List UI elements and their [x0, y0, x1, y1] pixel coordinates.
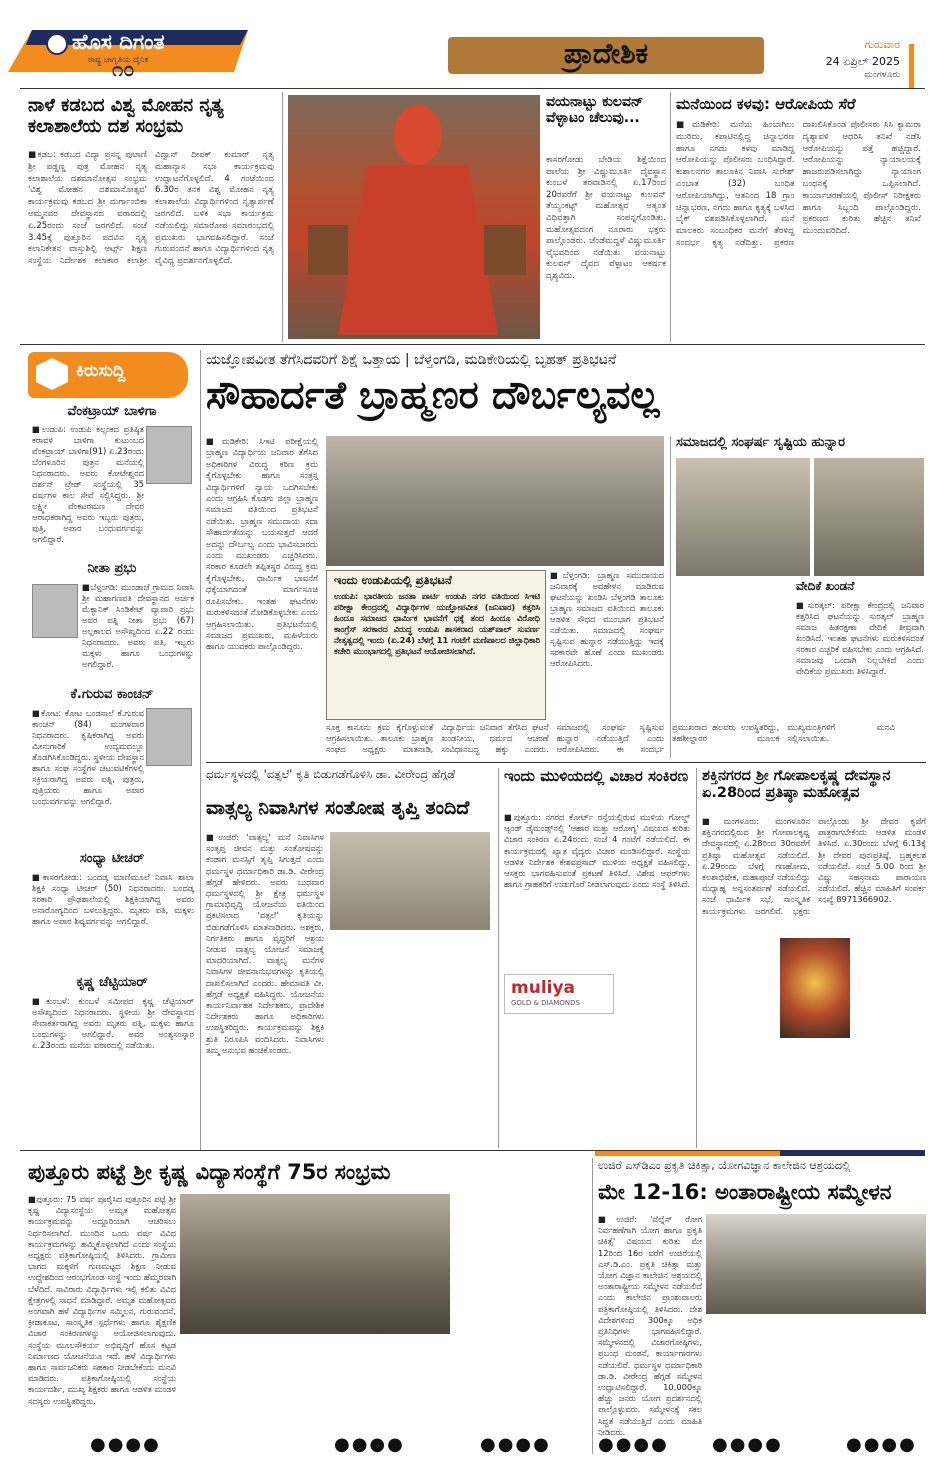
- rule: [696, 768, 697, 1148]
- theft-headline: ಮನೆಯಿಂದ ಕಳವು: ಆರೋಪಿಯ ಸೆರೆ: [676, 95, 856, 113]
- udupi-box-headline: ಇಂದು ಉಡುಪಿಯಲ್ಲಿ ಪ್ರತಿಭಟನೆ: [334, 573, 452, 587]
- yoga-text: ■ಉಜಿರೆ: 'ವೆಲ್ನೆಸ್ ರೋಗ ನಿರ್ವಹಣೆಗಾಗಿ ಯೋಗ ಹಾಗೂ ಪ್ರಕೃತಿ ಚಿಕಿತ್ಸೆ' ವಿಷಯದ ಕುರಿತು ಮೇ 12ರಿಂದ 16ರ ವರೆಗೆ ಉಜಿರೆಯಲ್ಲಿ ಎಸ್.ಡಿ.ಎಂ. ಪ್ರಕೃತಿ ಚಿಕಿತ್ಸಾ ಮತ್ತು ಯೋಗ ವಿಜ್ಞಾನ ಕಾಲೇಜಿನ ಆಶ್ರಯದಲ್ಲಿ ಅಂತಾರಾಷ್ಟ್ರೀಯ ಸಮ್ಮೇಳನ ನಡೆಯಲಿದೆ ಎಂದು ಕಾಲೇಜಿನ ಪ್ರಾಂಶುಪಾಲರು ಪತ್ರಿಕಾಗೋಷ್ಠಿಯಲ್ಲಿ ತಿಳಿಸಿದರು. ದೇಶ ವಿದೇಶಗಳಿಂದ 300ಕ್ಕೂ ಅಧಿಕ ಪ್ರತಿನಿಧಿಗಳು ಭಾಗವಹಿಸಲಿದ್ದಾರೆ. ಸಮ್ಮೇಳನದಲ್ಲಿ ವಿಚಾರಗೋಷ್ಠಿಗಳು, ಪ್ರಬಂಧ ಮಂಡನೆ, ಕಾರ್ಯಾಗಾರಗಳು ನಡೆಯಲಿವೆ. ಧರ್ಮಸ್ಥಳ ಧರ್ಮಾಧಿಕಾರಿ ಡಾ.ಡಿ. ವೀರೇಂದ್ರ ಹೆಗ್ಗಡೆ ಸಮ್ಮೇಳನ ಉದ್ಘಾಟಿಸಲಿದ್ದಾರೆ. 10,000ಕ್ಕೂ ಹೆಚ್ಚು ಜನರು ಯೋಗ ಪ್ರದರ್ಶನದಲ್ಲಿ ಪಾಲ್ಗೊಳ್ಳುವರು. ಸಮ್ಮೇಳನಕ್ಕೆ ಸಕಲ ಸಿದ್ಧತೆ ನಡೆಯುತ್ತಿದೆ ಎಂದು ಮಾಹಿತಿ ನೀಡಿದರು.: [598, 1214, 702, 1437]
- gopalakrishna-headline: ಶಕ್ತಿನಗರದ ಶ್ರೀ ಗೋಪಾಲಕೃಷ್ಣ ದೇವಸ್ಥಾನ ಏ.28ರಿಂದ ಪ್ರತಿಷ್ಠಾ ಮಹೋತ್ಸವ: [702, 768, 891, 801]
- udupi-box-text: ಉಡುಪಿ: ಭಾರತೀಯ ಜನತಾ ಪಾರ್ಟಿ ಉಡುಪಿ ನಗರ ವತಿಯಿಂದ ಸಿಇಟಿ ಪರೀಕ್ಷಾ ಕೇಂದ್ರದಲ್ಲಿ ವಿದ್ಯಾರ್ಥಿಗಳ ಯಜ್ಞೋಪವೀತ (ಜನಿವಾರ) ಕತ್ತರಿಸಿ ಹಿಂದೂ ಸಮಾಜದ ಧಾರ್ಮಿಕ ಭಾವನೆಗೆ ಧಕ್ಕೆ ತಂದ ಹಿಂದೂ ವಿರೋಧಿ ಕಾಂಗ್ರೆಸ್ ಸರಕಾರದ ವಿರುದ್ಧ ಉಡುಪಿ ಶಾಸಕರಾದ ಯಶ್‌ಪಾಲ್ ಸುವರ್ಣ ನೇತೃತ್ವದಲ್ಲಿ ಇಂದು (ಏ.24) ಬೆಳಗ್ಗೆ 11 ಗಂಟೆಗೆ ಮಣಿಪಾಲದ ಜಿಲ್ಲಾಧಿಕಾರಿ ಕಚೇರಿ ಮುಂಭಾಗದಲ್ಲಿ ಪ್ರತಿಭಟನೆ ಆಯೋಜಿಸಲಾಗಿದೆ.: [334, 591, 540, 656]
- vichara-headline: ಇಂದು ಮುಳಿಯದಲ್ಲಿ ವಿಚಾರ ಸಂಕಿರಣ: [504, 767, 689, 785]
- obit-name: ಸಂಧ್ಯಾ ಟೀಚರ್: [79, 851, 145, 866]
- continued-marker: ●●●●: [598, 1434, 669, 1455]
- lead-right-headline: ಸಮಾಜದಲ್ಲಿ ಸಂಘರ್ಷ ಸೃಷ್ಟಿಯ ಹುನ್ನಾರ: [676, 435, 845, 450]
- theyyam-figure-icon: [288, 95, 540, 339]
- vichara-text-cont: [504, 1018, 690, 1144]
- accent-bar: [595, 1151, 780, 1156]
- madikeri-photo: [814, 458, 924, 576]
- avatar: [146, 426, 192, 484]
- avatar: [146, 708, 192, 766]
- rule: [20, 344, 925, 345]
- theyyam-text: ಕಾಸರಗೋಡು ಬೇಡಿಯ ಶಿಕ್ಷೆಯಿಂದ ಪಾಲೆಯ ಶ್ರೀ ವಿಷ್ಣುಮೂರ್ತಿ ದೈವಸ್ಥಾನ ಕುಂಬಳೆ ತರವಾಡಿನಲ್ಲಿ ಏ.17ರಿಂದ 20ರವರೆಗೆ ಶ್ರೀ ವಯನಾಟ್ಟು ಕುಲವನ್ ತೆಯ್ಯಂಕಟ್ಟ್ ಮಹೋತ್ಸವ ಅತ್ಯಂತ ವಿಧಿವತ್ತಾಗಿ ಸಂಪನ್ನಗೊಂಡಿತು. ಮಹೋತ್ಸವದಂಗ ನೂರಾರು ಭಕ್ತರು ಪಾಲ್ಗೊಂಡರು. ಚೆಂಡೆಮದ್ದಳೆ ವಿಷ್ಣುಮೂರ್ತಿ ವೈಭವದಿಂದ ನಡೆಯಿತು ವಯನಾಟ್ಟು ಕುಲವನ್ ದೈವದ ವೆಳ್ಳಾಟಂ ಆಕರ್ಷಕ ದೃಶ್ಯವಿದು.: [546, 155, 666, 281]
- muliya-logo-name: muliya: [511, 978, 576, 998]
- masthead: [0, 0, 945, 86]
- lead-headline: ಸೌಹಾರ್ದತೆ ಬ್ರಾಹ್ಮಣರ ದೌರ್ಬಲ್ಯವಲ್ಲ: [206, 373, 660, 417]
- date-day: ಗುರುವಾರ: [864, 38, 900, 51]
- vatsalya-text: ■ಉಜಿರೆ: 'ವಾತ್ಸಲ್ಯ' ಮನೆ ನಿವಾಸಿಗಳ ಸಂತೃಪ್ತ ಜೀವನ ಮತ್ತು ಸಂತೋಷವನ್ನು ಕಂಡಾಗ ಮನಸ್ಸಿಗೆ ತೃಪ್ತಿ ಸಿಗುತ್ತದೆ ಎಂದು ಧರ್ಮಸ್ಥಳ ಧರ್ಮಾಧಿಕಾರಿ ಡಾ.ಡಿ. ವೀರೇಂದ್ರ ಹೆಗ್ಗಡೆ ಹೇಳಿದರು. ಅವರು ಬುಧವಾರ ಧರ್ಮಸ್ಥಳದಲ್ಲಿ ಶ್ರೀ ಕ್ಷೇತ್ರ ಧರ್ಮಸ್ಥಳ ಗ್ರಾಮಾಭಿವೃದ್ಧಿ ಯೋಜನೆಯ ವತಿಯಿಂದ ಪ್ರಕಟಿಸಲಾದ 'ವತ್ಸಲೆ' ಕೃತಿಯನ್ನು ಬಿಡುಗಡೆಗೊಳಿಸಿ ಮಾತನಾಡಿದರು. ಅಶಕ್ತರು, ನಿರ್ಗತಿಕರು ಹಾಗೂ ವೃದ್ಧರಿಗೆ ಆಶ್ರಯ ನೀಡುವ ವಾತ್ಸಲ್ಯ ಯೋಜನೆ ಸಮಾಜಕ್ಕೆ ಮಾದರಿಯಾಗಿದೆ. ವಾತ್ಸಲ್ಯ ಮನೆಗಳ ನಿವಾಸಿಗಳ ಜೀವನಾನುಭವಗಳನ್ನು ಕೃತಿಯಲ್ಲಿ ದಾಖಲಿಸಲಾಗಿದೆ ಎಂದರು. ಹೇಮಾವತಿ ವೀ. ಹೆಗ್ಗಡೆ ಅಧ್ಯಕ್ಷತೆ ವಹಿಸಿದ್ದರು. ಯೋಜನೆಯ ಕಾರ್ಯನಿರ್ವಾಹಕ ನಿರ್ದೇಶಕರು, ಪ್ರಾದೇಶಿಕ ನಿರ್ದೇಶಕರು ಹಾಗೂ ಅಧಿಕಾರಿಗಳು ಉಪಸ್ಥಿತರಿದ್ದರು. ಕಾರ್ಯಕ್ರಮವನ್ನು ಶಿಕ್ಷಕಿ ಶ್ರುತಿ ನಿರೂಪಿಸಿ ವಂದಿಸಿದರು. ನಿವಾಸಿಗಳು ತಮ್ಮ ಅನುಭವ ಹಂಚಿಕೊಂಡರು.: [206, 832, 324, 1055]
- story1-text: ■ಕಡಬ: ಕಡಬದ ವಿದ್ಯಾ ಪ್ರಸನ್ನ ಪುಟಾಣಿ ಶ್ರೀ ಪಡ್ಡಣ್ಣ ಪುತ್ರ ಮೋಹನ ನೃತ್ಯ ಕಲಾಶಾಲೆಯ ದಶಮಾನೋತ್ಸವ ಸಂಭ್ರಮ 'ವಿಶ್ವ ಮೋಹನ ದಶಮಾನೋತ್ಸವ' ಕಾರ್ಯಕ್ರಮವು ಕಡಬದ ಶ್ರೀ ದುರ್ಗಾಂಬಿಕಾ ಅಮ್ಮನವರ ದೇವಸ್ಥಾನದ ವಠಾರದಲ್ಲಿ ಏ.25ರಂದು ಸಂಜೆ ಜರಗಲಿದೆ. ಸಂಜೆ 3.45ಕ್ಕೆ ಪುತ್ತೂರಿನ ಪದವಿನ ನೃತ್ಯ ಕಲಾನಿಕೇತನ ವಾಸ್ತುಶಿಲ್ಪಿ ಆರ್ಟ್ಸ್ ಶಿಕ್ಷಣ ಸಂಸ್ಥೆಯ ನಿರ್ದೇಶಕ ಕಲಾಕಾರ ಕಲಾಶ್ರೀ ವಿದ್ವಾನ್ ದೀಪಕ್ ಕುಮಾರ್ ನೃತ್ಯ ಮಹಾನ್ಯಾಸ ಸಭಾ ಕಾರ್ಯಕ್ರಮವು ಉದ್ಘಾಟನೆಗೊಳ್ಳಲಿದೆ. 4 ಗಂಟೆಯಿಂದ 6.30ರ ತನಕ ವಿಶ್ವ ಮೋಹನ ನೃತ್ಯ ಕಲಾಶಾಲೆಯ ವಿದ್ಯಾರ್ಥಿಗಳಿಂದ ನೃತ್ಯಾರ್ಪಣೆ ಜರಗಲಿದೆ. ಬಳಿಕ ಸಭಾ ಕಾರ್ಯಕ್ರಮ ನಡೆಯಲಿದ್ದು ಸಮಾರೋಪ ಸಮಾರಂಭದಲ್ಲಿ ಪ್ರಮುಖರು ಭಾಗವಹಿಸಲಿದ್ದಾರೆ. ಸಂಜೆ ಗುರುವಂದನೆ ಹಾಗೂ ವಿದ್ಯಾರ್ಥಿಗಳಿಂದ ನೃತ್ಯ ವೈವಿಧ್ಯ ಪ್ರದರ್ಶನಗೊಳ್ಳಲಿದೆ.: [28, 150, 274, 267]
- vichara-text: ■ಪುತ್ತೂರು: ನಗರದ ಕೋರ್ಟ್ ರಸ್ತೆಯಲ್ಲಿರುವ ಮುಳಿಯ ಗೋಲ್ಡ್ ಆ್ಯಂಡ್ ಡೈಮಂಡ್ಸ್‌ನಲ್ಲಿ 'ಆಹಾರ ಮತ್ತು ಆರೋಗ್ಯ' ವಿಷಯದ ಕುರಿತು ವಿಚಾರ ಸಂಕಿರಣ ಏ.24ರಂದು ಸಂಜೆ 4 ಗಂಟೆಗೆ ನಡೆಯಲಿದೆ. ಈ ಕಾರ್ಯಕ್ರಮದಲ್ಲಿ ಖ್ಯಾತ ವೈದ್ಯರು ವಿಚಾರ ಮಂಡಿಸಲಿದ್ದಾರೆ. ಸಂಸ್ಥೆಯ ಆಡಳಿತ ನಿರ್ದೇಶಕ ಕೇಶವಪ್ರಸಾದ್ ಮುಳಿಯ ಅಧ್ಯಕ್ಷತೆ ವಹಿಸಲಿದ್ದು, ಆಸಕ್ತರು ಭಾಗವಹಿಸುವಂತೆ ಪ್ರಕಟಣೆ ತಿಳಿಸಿದೆ. ವಿಶೇಷ ಆಫರ್‌ಗಳು ಹಾಗೂ ಗ್ರಾಹಕರಿಗೆ ಉಡುಗೊರೆ ನೀಡಲಾಗುವುದು ಎಂದು ಸಂಸ್ಥೆ ತಿಳಿಸಿದೆ.: [504, 812, 690, 890]
- puttur-text: ■ಪುತ್ತೂರು: 75 ವರ್ಷ ಪೂರೈಸಿದ ಪುತ್ತೂರಿನ ಪಟ್ಟೆ ಶ್ರೀ ಕೃಷ್ಣ ವಿದ್ಯಾಸಂಸ್ಥೆಯ ಅಮೃತ ಮಹೋತ್ಸವ ಕಾರ್ಯಕ್ರಮವನ್ನು ಅದ್ದೂರಿಯಾಗಿ ಆಚರಿಸಲು ನಿರ್ಧರಿಸಲಾಗಿದೆ. ಮುಂದಿನ ಒಂದು ವರ್ಷ ವಿವಿಧ ಕಾರ್ಯಕ್ರಮಗಳನ್ನು ಹಮ್ಮಿಕೊಳ್ಳಲಾಗಿದೆ ಎಂದು ಸಂಸ್ಥೆಯ ಅಧ್ಯಕ್ಷರು ಪತ್ರಿಕಾಗೋಷ್ಠಿಯಲ್ಲಿ ತಿಳಿಸಿದರು. ಗ್ರಾಮೀಣ ಭಾಗದ ಮಕ್ಕಳಿಗೆ ಗುಣಮಟ್ಟದ ಶಿಕ್ಷಣ ನೀಡುವ ಉದ್ದೇಶದಿಂದ ಆರಂಭಗೊಂಡ ಸಂಸ್ಥೆ ಇಂದು ಹೆಮ್ಮರವಾಗಿ ಬೆಳೆದಿದೆ. ಸಾವಿರಾರು ವಿದ್ಯಾರ್ಥಿಗಳು ಇಲ್ಲಿ ಕಲಿತು ವಿವಿಧ ಕ್ಷೇತ್ರಗಳಲ್ಲಿ ಸಾಧನೆ ಮಾಡಿದ್ದಾರೆ. ಅಮೃತ ಮಹೋತ್ಸವದ ಅಂಗವಾಗಿ ಹಳೆ ವಿದ್ಯಾರ್ಥಿಗಳ ಸಮ್ಮಿಲನ, ಗುರುವಂದನೆ, ಕ್ರೀಡಾಕೂಟ, ಸಾಂಸ್ಕೃತಿಕ ಸ್ಪರ್ಧೆಗಳು ಹಾಗೂ ಶೈಕ್ಷಣಿಕ ವಿಚಾರ ಸಂಕಿರಣಗಳನ್ನು ಆಯೋಜಿಸಲಾಗುವುದು. ಸಂಸ್ಥೆಯ ಮೂಲಸೌಕರ್ಯ ಅಭಿವೃದ್ಧಿಗೆ ಹೊಸ ಕಟ್ಟಡ ನಿರ್ಮಾಣದ ಯೋಜನೆಯೂ ಇದೆ. ಹಳೆ ವಿದ್ಯಾರ್ಥಿಗಳು ಹಾಗೂ ಸಾರ್ವಜನಿಕರು ಸಹಕಾರ ನೀಡಬೇಕೆಂದು ಮನವಿ ಮಾಡಿದರು. ಪತ್ರಿಕಾಗೋಷ್ಠಿಯಲ್ಲಿ ಸಂಸ್ಥೆಯ ಕಾರ್ಯದರ್ಶಿ, ಮುಖ್ಯ ಶಿಕ್ಷಕರು ಹಾಗೂ ಆಡಳಿತ ಮಂಡಳಿ ಸದಸ್ಯರು ಉಪಸ್ಥಿತರಿದ್ದರು.: [28, 1194, 176, 1406]
- puttur-text-more: [454, 1194, 586, 1434]
- theyyam-headline: ವಯನಾಟ್ಟು ಕುಲವನ್ ವೆಳ್ಳಾಟಂ ಚೆಲುವು...: [546, 94, 644, 127]
- puttur-text-cont: [180, 1338, 450, 1434]
- puttur-photo: [180, 1194, 450, 1334]
- lead-middle-text: ಸೂಕ್ತ ಕಾನೂನು ಕ್ರಮ ಕೈಗೊಳ್ಳುವಂತೆ ಆಗ್ರಹಿಸಲಾಯಿತು. ತಾಲೂಕು ಬ್ರಾಹ್ಮಣ ಸಂಘದ ಅಧ್ಯಕ್ಷರು ಮಾತನಾಡಿ, ವಿದ್ಯಾರ್ಥಿಯ ಜನಿವಾರ ತೆಗೆಸಿದ ಘಟನೆ ಖಂಡನೀಯ, ಧರ್ಮದ ಆಚರಣೆ ಸಂವಿಧಾನಬದ್ಧ ಹಕ್ಕು ಎಂದರು. ಸಮಾಜದಲ್ಲಿ ಸಂಘರ್ಷ ಸೃಷ್ಟಿಸುವ ಹುನ್ನಾರ ನಡೆಯುತ್ತಿದೆ ಎಂದು ಆರೋಪಿಸಿದರು. ಈ ಸಂದರ್ಭ ಪ್ರಮುಖರಾದ ಹಲವರು ಉಪಸ್ಥಿತರಿದ್ದು, ತಹಶೀಲ್ದಾರರ ಮೂಲಕ ಮುಖ್ಯಮಂತ್ರಿಗಳಿಗೆ ಮನವಿ ಸಲ್ಲಿಸಲಾಯಿತು.: [326, 722, 895, 754]
- yoga-photo: [706, 1214, 926, 1314]
- gopalakrishna-text: ■ಮಂಗಳೂರು: ಮಂಗಳೂರಿನ ಶಕ್ತಿನಗರದಲ್ಲಿರುವ ಶ್ರೀ ಗೋಪಾಲಕೃಷ್ಣ ದೇವಸ್ಥಾನದಲ್ಲಿ ಏ.28ರಿಂದ 30ರವರೆಗೆ ಪ್ರತಿಷ್ಠಾ ಮಹೋತ್ಸವ ನಡೆಯಲಿದೆ. ಏ.29ರಂದು ಬೆಳಗ್ಗೆ ಗಣಹೋಮ, ಕಲಶಾಭಿಷೇಕ, ಮಹಾಪೂಜೆ ನಡೆಯಲಿದ್ದು ಮಧ್ಯಾಹ್ನ ಅನ್ನಸಂತರ್ಪಣೆ ನಡೆಯಲಿದೆ. ಸಂಜೆ ಧಾರ್ಮಿಕ ಸಭೆ, ಸಾಂಸ್ಕೃತಿಕ ಕಾರ್ಯಕ್ರಮಗಳು ಜರಗಲಿವೆ. ಭಕ್ತರು ಪಾಲ್ಗೊಂಡು ಶ್ರೀ ದೇವರ ಕೃಪೆಗೆ ಪಾತ್ರರಾಗಬೇಕೆಂದು ಆಡಳಿತ ಮಂಡಳಿ ತಿಳಿಸಿದೆ. ಏ.30ರಂದು ಬೆಳಗ್ಗೆ 6.13ಕ್ಕೆ ಶ್ರೀ ದೇವರ ಪುನಃಪ್ರತಿಷ್ಠೆ, ಬ್ರಹ್ಮಕಲಶ ನಡೆಯಲಿದೆ. ಸಂಜೆ 5.00 ರಿಂದ ಶ್ರೀ ವಿಷ್ಣು ಸಹಸ್ರನಾಮ ಪಾರಾಯಣ ನಡೆಯಲಿದೆ. ಹೆಚ್ಚಿನ ಮಾಹಿತಿಗೆ ಸಂಪರ್ಕ ಸಂಖ್ಯೆ 8971366902.: [702, 816, 926, 916]
- vatsalya-headline: ವಾತ್ಸಲ್ಯ ನಿವಾಸಿಗಳ ಸಂತೋಷ ತೃಪ್ತಿ ತಂದಿದೆ: [206, 797, 470, 819]
- puttur-headline: ಪುತ್ತೂರು ಪಟ್ಟೆ ಶ್ರೀ ಕೃಷ್ಣ ವಿದ್ಯಾಸಂಸ್ಥೆಗೆ 75ರ ಸಂಭ್ರಮ: [28, 1160, 391, 1184]
- logo-wordmark: ಹೊಸ ದಿಗಂತ: [72, 30, 165, 54]
- avatar: [32, 584, 78, 638]
- vatsalya-photo: [330, 832, 490, 930]
- section-title: ಪ್ರಾದೇಶಿಕ: [563, 37, 649, 70]
- continued-marker: ●●●●: [480, 1434, 551, 1455]
- rule: [592, 1158, 593, 1454]
- theft-text: ■ಮಡಿಕೇರಿ: ಮನೆಯ ಹಿಂಬಾಗಿಲು ಮುರಿದು, ಕಪಾಟಿನಲ್ಲಿದ್ದ ಚಿನ್ನಾಭರಣ ಹಾಗೂ ನಗದು ಕಳವು ಮಾಡಿದ್ದ ಆರೋಪಿಯನ್ನು ಪೊಲೀಸರು ಬಂಧಿಸಿದ್ದಾರೆ. ಕುಶಾಲನಗರ ತಾಲೂಕಿನ ನಿವಾಸಿ ಸುರೇಶ್ ಎಂಬಾತ (32) ಬಂಧಿತ ಆರೋಪಿಯಾಗಿದ್ದು, ಆತನಿಂದ 18 ಗ್ರಾಂ ಚಿನ್ನಾಭರಣ, ನಗದು ಹಾಗೂ ಕೃತ್ಯಕ್ಕೆ ಬಳಸಿದ ಬೈಕ್ ವಶಪಡಿಸಿಕೊಳ್ಳಲಾಗಿದೆ. ಮನೆ ಮಾಲಕರು ಸಂಬಂಧಿಕರ ಮನೆಗೆ ತೆರಳಿದ್ದ ಸಂದರ್ಭ ಕೃತ್ಯ ನಡೆದಿತ್ತು. ಪ್ರಕರಣ ದಾಖಲಿಸಿಕೊಂಡ ಪೊಲೀಸರು ಸಿಸಿ ಕ್ಯಾಮರಾ ದೃಶ್ಯಾವಳಿ ಆಧರಿಸಿ ತನಿಖೆ ನಡೆಸಿ ಆರೋಪಿಯನ್ನು ಪತ್ತೆ ಹಚ್ಚಿದ್ದಾರೆ. ಆರೋಪಿಯನ್ನು ನ್ಯಾಯಾಲಯಕ್ಕೆ ಹಾಜರುಪಡಿಸಲಾಗಿದ್ದು ನ್ಯಾಯಾಂಗ ಬಂಧನಕ್ಕೆ ಒಪ್ಪಿಸಲಾಗಿದೆ. ಕಾರ್ಯಾಚರಣೆಯಲ್ಲಿ ಪೊಲೀಸ್ ನಿರೀಕ್ಷಕರು ಹಾಗೂ ಸಿಬ್ಬಂದಿ ಪಾಲ್ಗೊಂಡಿದ್ದರು. ಪ್ರಕರಣದ ಕುರಿತು ಹೆಚ್ಚಿನ ತನಿಖೆ ಮುಂದುವರಿದಿದೆ.: [676, 120, 921, 248]
- continued-marker: ●●●●: [846, 1434, 917, 1455]
- accent-bar: [780, 1151, 925, 1156]
- rule: [670, 436, 671, 758]
- obit-text-cont: [32, 498, 192, 548]
- yoga-headline: ಮೇ 12-16: ಅಂತಾರಾಷ್ಟ್ರೀಯ ಸಮ್ಮೇಳನ: [598, 1180, 892, 1204]
- vedike-text: ■ಸುರತ್ಕಲ್: ಪರೀಕ್ಷಾ ಕೇಂದ್ರದಲ್ಲಿ ಜನಿವಾರ ಕತ್ತರಿಸಿದ ಘಟನೆಯನ್ನು ಸುರತ್ಕಲ್ ಬ್ರಾಹ್ಮಣ ಸಮಾಜ ಹಿತರಕ್ಷಣಾ ವೇದಿಕೆ ತೀವ್ರವಾಗಿ ಖಂಡಿಸಿದೆ. ಇಂತಹ ಘಟನೆಗಳು ಮರುಕಳಿಸದಂತೆ ಸರಕಾರ ಎಚ್ಚರಿಕೆ ವಹಿಸಬೇಕು ಎಂದು ಆಗ್ರಹಿಸಿದೆ. ಸಮಾಜವು ಒಂದಾಗಿ ನಿಲ್ಲಬೇಕಿದೆ ಎಂದು ವೇದಿಕೆಯ ಪ್ರಮುಖರು ತಿಳಿಸಿದ್ದಾರೆ.: [796, 600, 924, 676]
- obit-name: ನೀತಾ ಪ್ರಭು: [87, 561, 137, 576]
- page-number: ೧೦: [112, 57, 135, 81]
- muliya-logo-tag: GOLD & DIAMONDS: [511, 999, 580, 1007]
- vatsalya-text-cont: [330, 934, 490, 1144]
- continued-marker: ●●●●: [712, 1434, 783, 1455]
- kiru-title: ಕಿರುಸುದ್ದಿ: [76, 361, 126, 381]
- rule: [670, 92, 671, 342]
- continued-marker: ●●●●: [334, 1434, 405, 1455]
- deity-photo: [780, 938, 850, 1038]
- logo-emblem-icon: [46, 33, 68, 55]
- vatsalya-kicker: ಧರ್ಮಸ್ಥಳದಲ್ಲಿ 'ವತ್ಸಲೆ' ಕೃತಿ ಬಿಡುಗಡೆಗೊಳಿಸಿ ಡಾ. ವೀರೇಂದ್ರ ಹೆಗ್ಗಡೆ: [206, 767, 455, 781]
- lead-right-text-more: [676, 712, 788, 758]
- story1-headline: ನಾಳೆ ಕಡಬದ ವಿಶ್ವ ಮೋಹನ ನೃತ್ಯ ಕಲಾಶಾಲೆಯ ದಶ ಸಂಭ್ರಮ: [28, 95, 224, 137]
- obit-name: ವೆಂಕಟ್ರಾಯ್ ಬಾಳಿಗಾ: [67, 404, 157, 419]
- lead-kicker: ಯಜ್ಞೋಪವೀತ ತೆಗೆಸಿದವರಿಗೆ ಶಿಕ್ಷೆ ಒತ್ತಾಯ | ಬೆಳ್ತಂಗಡಿ, ಮಡಿಕೇರಿಯಲ್ಲಿ ಬೃಹತ್ ಪ್ರತಿಭಟನೆ: [206, 352, 617, 368]
- obit-text: ■ಉಡುಪಿ: ಉಡುಪಿ ಕಲ್ಸಂಕದ ಪ್ರತಿಷ್ಠಿತ ಕರಾವಳಿ ಬಾಳಿಗಾ ಕುಟುಂಬದ ವೆಂಕಟ್ರಾಯ್ ಬಾಳಿಗಾ(91) ಏ.23ರಂದು ಬೆಂಗಳೂರಿನ ಪುತ್ರನ ಮನೆಯಲ್ಲಿ ನಿಧನರಾದರು. ಅವರು ಕೋಟೇಶ್ವರದ ದರ್ಶನ್ ಟ್ರೇಡ್ ಸಂಸ್ಥೆಯಲ್ಲಿ 35 ವರ್ಷಗಳ ಕಾಲ ಸೇವೆ ಸಲ್ಲಿಸಿದ್ದರು. ಶ್ರೀ ಲಕ್ಷ್ಮೀ ವೆಂಕಟರಮಣ ದೇವರ ಆರಾಧಕರಾಗಿದ್ದ ಅವರು ಇಬ್ಬರು ಪುತ್ರರು, ಪುತ್ರಿ, ಅಪಾರ ಬಂಧುವರ್ಗವನ್ನು ಅಗಲಿದ್ದಾರೆ.: [32, 424, 144, 544]
- protest-photo: [326, 436, 664, 566]
- date-city: ಮಂಗಳೂರು: [864, 70, 900, 80]
- lead-right-text: [676, 580, 788, 710]
- rule: [206, 762, 926, 763]
- belthangady-photo: [676, 458, 810, 576]
- logo-tagline: ರಾಷ್ಟ್ರ ಜಾಗೃತಿಯ ದೈನಿಕ: [88, 55, 149, 64]
- rule: [498, 768, 499, 1148]
- rule: [282, 92, 283, 342]
- theyyam-photo: [288, 95, 540, 339]
- obit-text: ■ಕಾಸರಗೋಡು: ಬಂದಡ್ಕ ಮಾಣಿಮೂಲೆ ನಿವಾಸಿ ಶಾಲಾ ಶಿಕ್ಷಕಿ ಸಂಧ್ಯಾ ಟೀಚರ್ (50) ನಿಧನರಾದರು. ಬಂದಡ್ಕ ಸರಕಾರಿ ಪ್ರೌಢಶಾಲೆಯಲ್ಲಿ ಶಿಕ್ಷಕಿಯಾಗಿದ್ದ ಅವರು ಅನಾರೋಗ್ಯದಿಂದ ಬಳಲುತ್ತಿದ್ದರು. ಮೃತರು ಪತಿ, ಮಕ್ಕಳು ಹಾಗೂ ಅಪಾರ ಶಿಷ್ಯವರ್ಗವನ್ನು ಅಗಲಿದ್ದಾರೆ.: [32, 872, 194, 926]
- lead-left-text: ■ಮಡಿಕೇರಿ: ಸಿಇಟಿ ಪರೀಕ್ಷೆಯಲ್ಲಿ ಬ್ರಾಹ್ಮಣ ವಿದ್ಯಾರ್ಥಿಯ ಜನಿವಾರ ತೆಗೆಸಿದ ಅಧಿಕಾರಿಗಳ ವಿರುದ್ಧ ಕಠಿಣ ಕ್ರಮ ಕೈಗೊಳ್ಳಬೇಕು ಹಾಗೂ ಸಂತ್ರಸ್ತ ವಿದ್ಯಾರ್ಥಿಗಳಿಗೆ ನ್ಯಾಯ ಒದಗಿಸಬೇಕು ಎಂದು ಆಗ್ರಹಿಸಿ ಕೊಡಗು ಜಿಲ್ಲಾ ಬ್ರಾಹ್ಮಣ ಸಮಾಜದ ವತಿಯಿಂದ ಪ್ರತಿಭಟನೆ ನಡೆಯಿತು. ಬ್ರಾಹ್ಮಣ ಸಮುದಾಯ ಸದಾ ಸೌಹಾರ್ದತೆಯನ್ನು ಬಯಸುತ್ತದೆ ಆದರೆ ಅದನ್ನು ದೌರ್ಬಲ್ಯ ಎಂದು ಭಾವಿಸಬಾರದು ಎಂದು ಮುಖಂಡರು ಎಚ್ಚರಿಸಿದರು. ಸರಕಾರ ಕೂಡಲೇ ತಪ್ಪಿತಸ್ಥರ ವಿರುದ್ಧ ಕ್ರಮ ಕೈಗೊಳ್ಳಬೇಕು, ಧಾರ್ಮಿಕ ಭಾವನೆಗೆ ಧಕ್ಕೆಯಾಗದಂತೆ ಮಾರ್ಗಸೂಚಿ ರೂಪಿಸಬೇಕು. ಇಂತಹ ಘಟನೆಗಳು ಮರುಕಳಿಸದಂತೆ ನೋಡಿಕೊಳ್ಳಬೇಕು ಎಂದು ಆಗ್ರಹಿಸಲಾಯಿತು. ಪ್ರತಿಭಟನೆಯಲ್ಲಿ ಸಮಾಜದ ಪ್ರಮುಖರು, ಮಹಿಳೆಯರು ಹಾಗೂ ಯುವಕರು ಪಾಲ್ಗೊಂಡಿದ್ದರು.: [206, 436, 318, 652]
- yoga-kicker: ಉಜಿರೆ ಎಸ್‌ಡಿಎಂ ಪ್ರಕೃತಿ ಚಿಕಿತ್ಸಾ, ಯೋಗವಿಜ್ಞಾನ ಕಾಲೇಜಿನ ಆಶ್ರಯದಲ್ಲಿ: [598, 1159, 851, 1172]
- date-full: 24 ಏಪ್ರಿಲ್ 2025: [825, 55, 900, 68]
- vedike-headline: ವೇದಿಕೆ ಖಂಡನೆ: [796, 579, 855, 593]
- obit-text: ■ಕೋಟ: ಕೋಟ ಬಂಡಸಾಲೆ ಕೆ.ಗುರುವ ಕಾಂಚನ್ (84) ಮಂಗಳವಾರ ನಿಧನರಾದರು. ಕೃಷಿಕರಾಗಿದ್ದ ಅವರು ಮೀನುಗಾರಿಕೆ ಉದ್ಯಮದಲ್ಲೂ ತೊಡಗಿಸಿಕೊಂಡಿದ್ದರು. ಸ್ಥಳೀಯ ದೇವಸ್ಥಾನ ಹಾಗೂ ಸಂಘ ಸಂಸ್ಥೆಗಳ ಚಟುವಟಿಕೆಗಳಲ್ಲಿ ಸಕ್ರಿಯರಾಗಿದ್ದ ಅವರು ಪತ್ನಿ, ಪುತ್ರರು, ಪುತ್ರಿಯರು ಹಾಗೂ ಅಪಾರ ಬಂಧುವರ್ಗವನ್ನು ಅಗಲಿದ್ದಾರೆ.: [32, 708, 144, 806]
- obit-name: ಕೃಷ್ಣ ಚೆಟ್ಟಿಯಾರ್: [76, 975, 148, 990]
- muliya-logo: [504, 974, 614, 1014]
- continued-marker: ●●●●: [90, 1434, 161, 1455]
- obit-name: ಕೆ.ಗುರುವ ಕಾಂಚನ್: [70, 687, 154, 702]
- rule: [20, 88, 925, 89]
- obit-text: ■ಬೆಳ್ತಂಗಡಿ: ಮುಂಡಾಜೆ ಗ್ರಾಮದ ನಿವಾಸಿ ಶ್ರೀ ಮಹಾಗಣಪತಿ ದೇವಸ್ಥಾನದ ಅರ್ಚಕ ಮೆಕ್ಯಾನಿಕ್ ಸಿಂಡಿಕೇಟ್ ವ್ಯಾಪಾರಿ ಪ್ರಭು ಅವರ ಪತ್ನಿ ನೀತಾ ಪ್ರಭು (67) ಅಲ್ಪಕಾಲದ ಅಸೌಖ್ಯದಿಂದ ಏ.22 ರಂದು ನಿಧನರಾದರು. ಅವರು ಪತಿ, ಇಬ್ಬರು ಮಕ್ಕಳು ಹಾಗೂ ಬಂಧುಗಳನ್ನು ಅಗಲಿದ್ದಾರೆ.: [82, 582, 194, 669]
- edge-marker: [909, 44, 914, 88]
- lead-right-col-text: ■ಬೆಳ್ತಂಗಡಿ: ಬ್ರಾಹ್ಮಣ ಸಮುದಾಯದ ಜನಿವಾರಕ್ಕೆ ಅವಹೇಳನ ಮಾಡಿರುವ ಘಟನೆಯನ್ನು ಖಂಡಿಸಿ ಬೆಳ್ತಂಗಡಿ ತಾಲೂಕು ಬ್ರಾಹ್ಮಣ ಸಮಾಜದ ವತಿಯಿಂದ ತಾಲೂಕು ಆಡಳಿತ ಸೌಧದ ಮುಂಭಾಗ ಪ್ರತಿಭಟನೆ ನಡೆಯಿತು. ಸಮಾಜದಲ್ಲಿ ಸಂಘರ್ಷ ಸೃಷ್ಟಿಸುವ ಹುನ್ನಾರ ನಡೆಯುತ್ತಿದ್ದು ಇದಕ್ಕೆ ಸರಕಾರವೇ ಹೊಣೆ ಎಂದು ಮುಖಂಡರು ಆರೋಪಿಸಿದರು.: [550, 570, 664, 668]
- rule: [200, 350, 201, 1150]
- obit-text: ■ಕುಂಬಳೆ: ಕುಂಬಳೆ ಸಮೀಪದ ಕೃಷ್ಣ ಚೆಟ್ಟಿಯಾರ್ ಅಸೌಖ್ಯದಿಂದ ನಿಧನರಾದರು. ಸ್ಥಳೀಯ ಶ್ರೀ ದೇವಸ್ಥಾನದ ಸೇವಾಕರ್ತರಾಗಿದ್ದ ಅವರು ಮೃತರು ಪತ್ನಿ, ಮಕ್ಕಳು ಹಾಗೂ ಬಂಧುಗಳನ್ನು ಅಗಲಿದ್ದಾರೆ. ಅವರ ಅಂತ್ಯಸಂಸ್ಕಾರ ಏ.23ರಂದು ಮನೆಯ ವಠಾರದಲ್ಲಿ ನಡೆಯಿತು.: [32, 996, 194, 1050]
- yoga-text-cont: [706, 1318, 926, 1434]
